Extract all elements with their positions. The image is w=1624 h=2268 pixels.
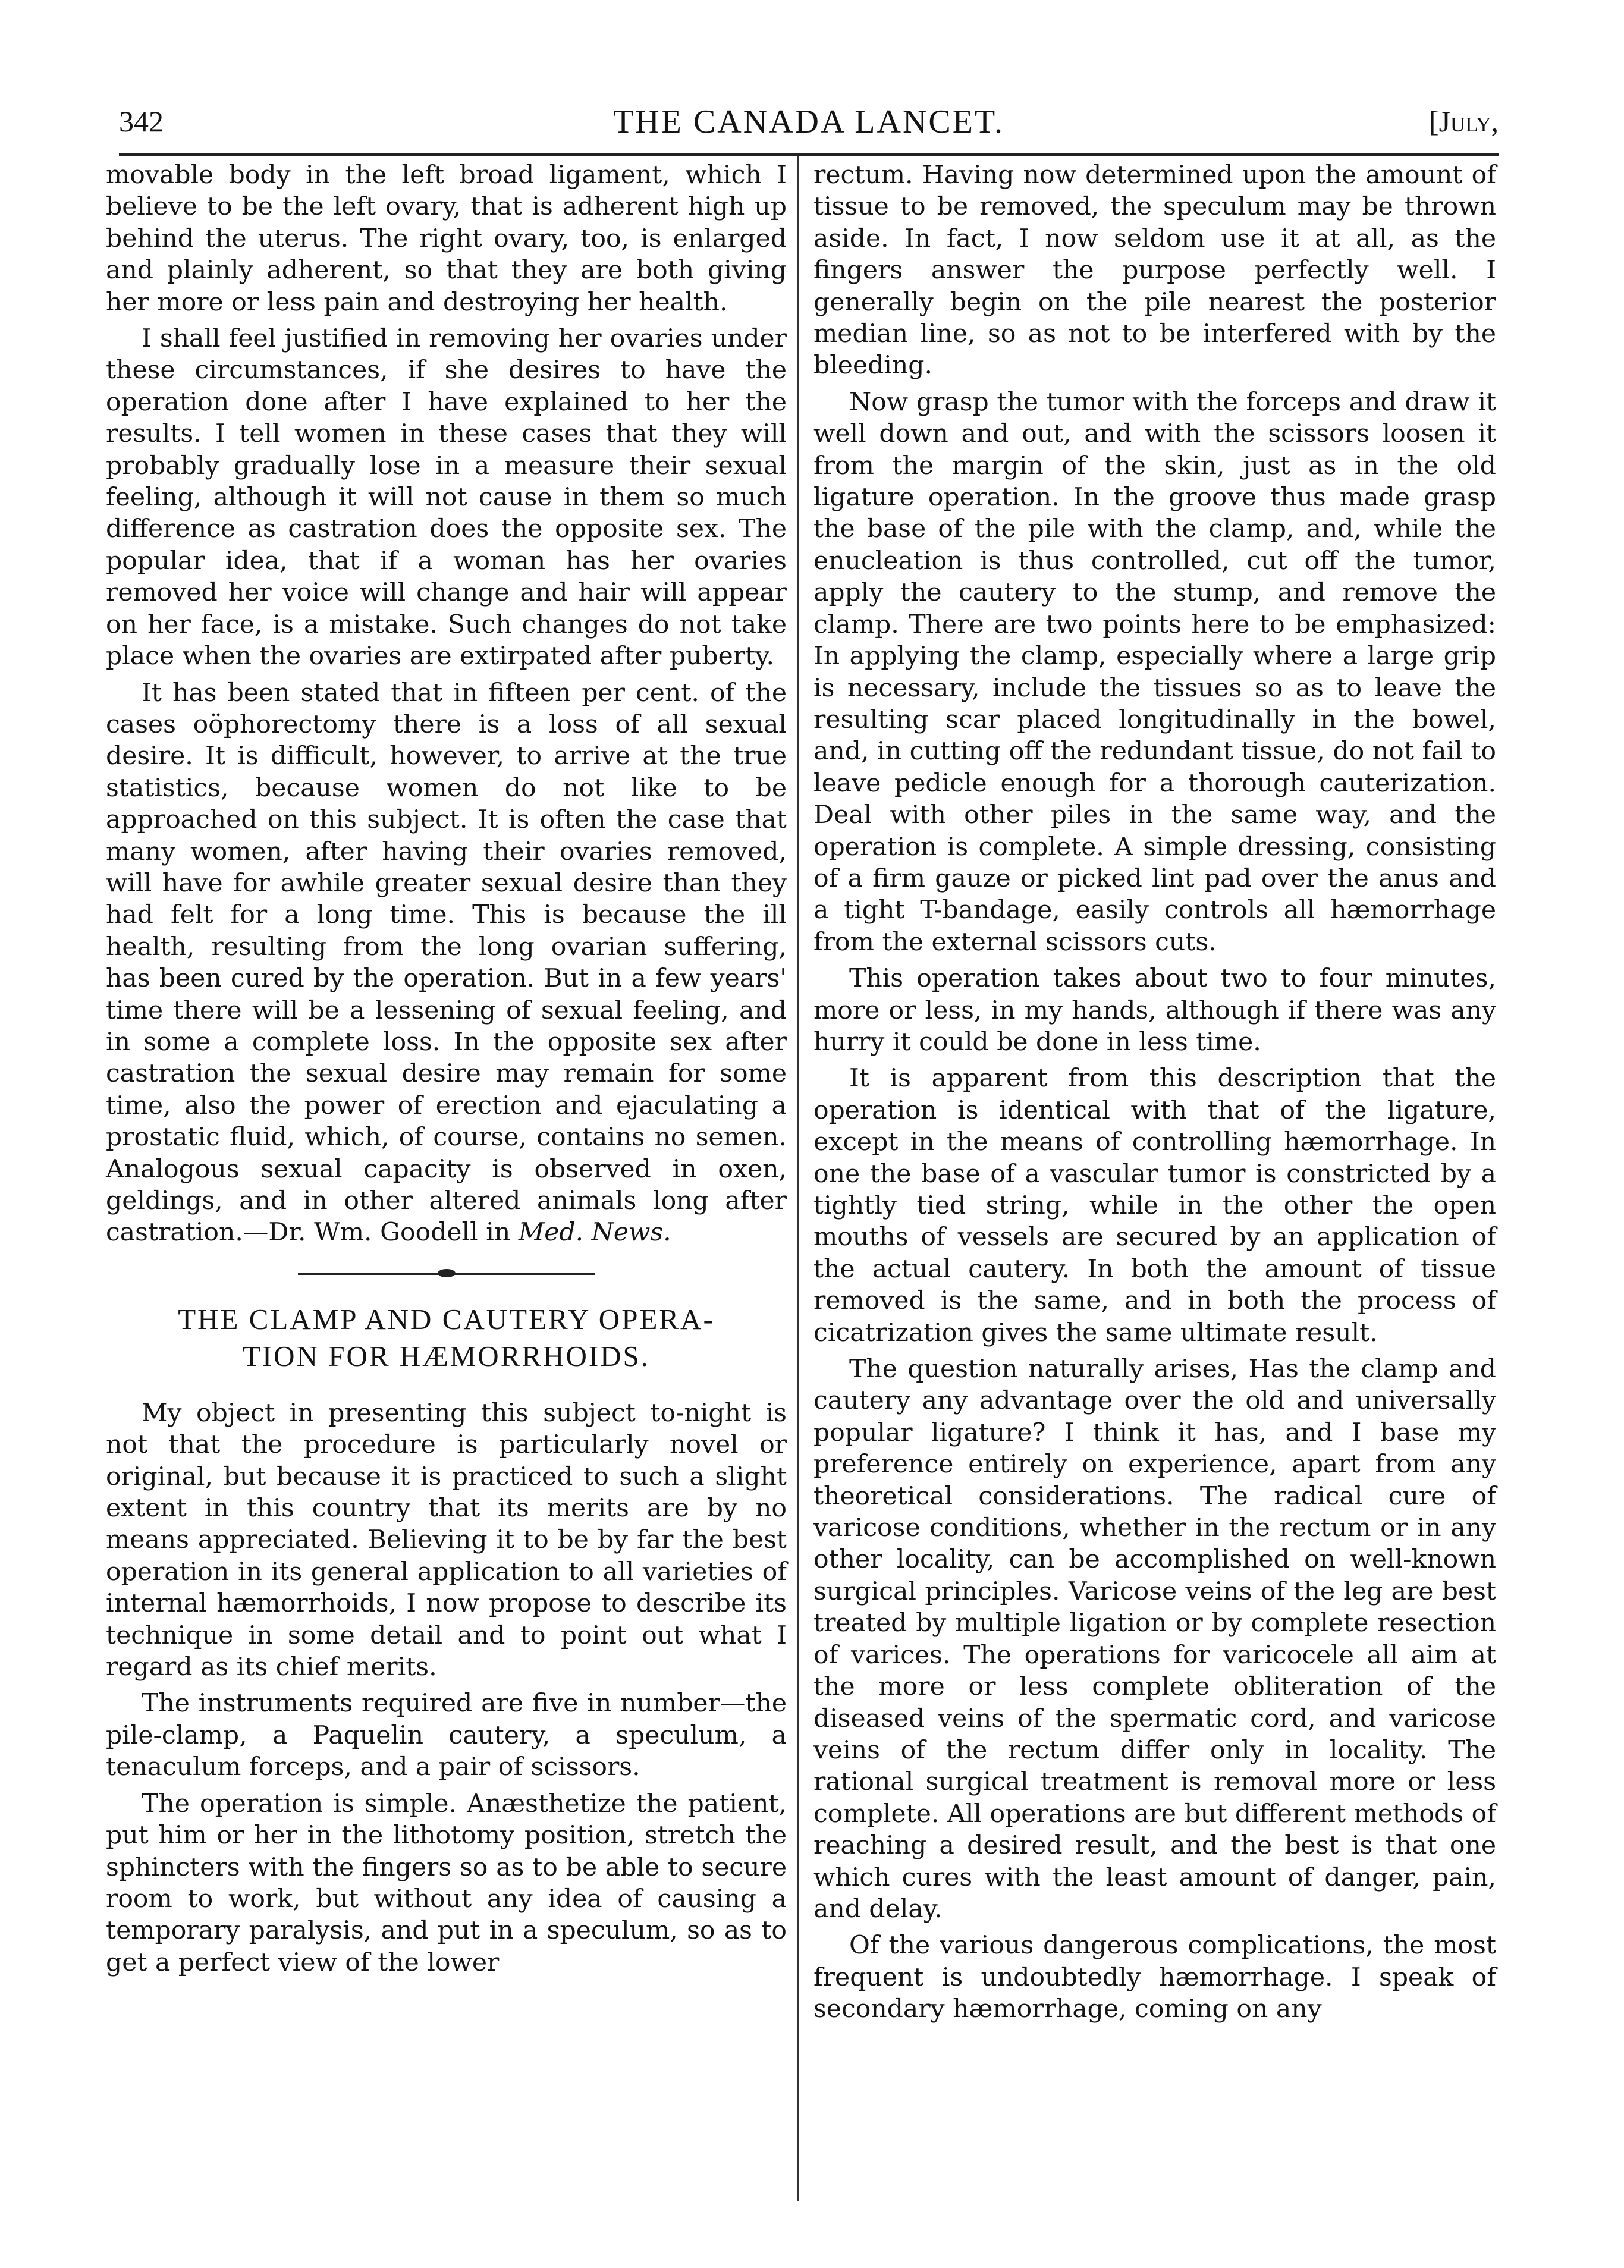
journal-title: THE CANADA LANCET. bbox=[612, 103, 1005, 140]
paragraph: It is apparent from this description that the operation is identical with that of the ligature, except in the means of controlling hæmorrhage. In one the base of a vascular tumor is constricted by a tightly tied string, while in the other the open mouths of vessels are secured by an application of the actual cautery. In both the amount of tissue removed is the same, and in both the process of cicatrization gives the same ultimate result. bbox=[813, 1064, 1496, 1347]
paragraph: This operation takes about two to four minutes, more or less, in my hands, although if there was any hurry it could be done in less time. bbox=[813, 964, 1496, 1057]
article-title-line: TION FOR HÆMORRHOIDS. bbox=[242, 1339, 651, 1372]
paragraph: My object in presenting this subject to-night is not that the procedure is particularly novel or original, but because it is practiced to such a slight extent in this country that its merits are by no means appreciated. Believing it to be by far the best operation in its general application to all varieties of internal hæmorrhoids, I now propose to describe its technique in some detail and to point out what I regard as its chief merits. bbox=[106, 1398, 787, 1682]
paragraph: movable body in the left broad ligament, which I believe to be the left ovary, that is adherent high up behind the uterus. The right ovary, too, is enlarged and plainly adherent, so that they are both giving her more or less pain and destroying her health. bbox=[106, 161, 787, 317]
paragraph: Of the various dangerous complications, the most frequent is undoubtedly hæmorrhage. I speak of secondary hæmorrhage, coming on any bbox=[813, 1931, 1496, 2024]
running-header bbox=[119, 98, 1499, 152]
paragraph: I shall feel justified in removing her ovaries under these circumstances, if she desires to have the operation done after I have explained to her the results. I tell women in these cases that they will probably gradually lose in a measure their sexual feeling, although it will not cause in them so much difference as castration does the opposite sex. The popular idea, that if a woman has her ovaries removed her voice will change and hair will appear on her face, is a mistake. Such changes do not take place when the ovaries are extirpated after puberty. bbox=[106, 324, 787, 671]
paragraph: The question naturally arises, Has the clamp and cautery any advantage over the old and universally popular ligature? I think it has, and I base my preference entirely on experience, apart from any theoretical considerations. The radical cure of varicose conditions, whether in the rectum or in any other locality, can be accomplished on well-known surgical principles. Varicose veins of the leg are best treated by multiple ligation or by complete resection of varices. The operations for varicocele all aim at the more or less complete obliteration of the diseased veins of the spermatic cord, and varicose veins of the rectum differ only in locality. The rational surgical treatment is removal more or less complete. All operations are but different methods of reaching a desired result, and the best is that one which cures with the least amount of danger, pain, and delay. bbox=[813, 1355, 1496, 1924]
article-title-line: THE CLAMP AND CAUTERY OPERA- bbox=[178, 1302, 715, 1336]
paragraph: The operation is simple. Anæsthetize the patient, put him or her in the lithotomy position, stretch the sphincters with the fingers so as to be able to secure room to work, but without any idea of causing a temporary paralysis, and put in a speculum, so as to get a perfect view of the lower bbox=[106, 1789, 787, 1977]
right-column bbox=[813, 159, 1496, 2030]
citation-source: Med. News. bbox=[518, 1218, 671, 1248]
page-number: 342 bbox=[119, 105, 164, 138]
header-rule bbox=[119, 153, 1499, 156]
column-divider bbox=[797, 156, 799, 2201]
article-title bbox=[106, 1301, 787, 1375]
paragraph: The instruments required are five in number—the pile-clamp, a Paquelin cautery, a speculum, a tenaculum forceps, and a pair of scissors. bbox=[106, 1689, 787, 1782]
left-column bbox=[106, 159, 787, 1983]
section-ornament bbox=[298, 1270, 595, 1277]
issue-month: [July, bbox=[1428, 105, 1499, 138]
paragraph: rectum. Having now determined upon the amount of tissue to be removed, the speculum may be thrown aside. In fact, I now seldom use it at all, as the fingers answer the purpose perfectly well. I generally begin on the pile nearest the posterior median line, so as not to be interfered with by the bleeding. bbox=[813, 161, 1496, 381]
paragraph: Now grasp the tumor with the forceps and draw it well down and out, and with the scissors loosen it from the margin of the skin, just as in the old ligature operation. In the groove thus made grasp the base of the pile with the clamp, and, while the enucleation is thus controlled, cut off the tumor, apply the cautery to the stump, and remove the clamp. There are two points here to be emphasized: In applying the clamp, especially where a large grip is necessary, include the tissues so as to leave the resulting scar placed longitudinally in the bowel, and, in cutting off the redundant tissue, do not fail to leave pedicle enough for a thorough cauterization. Deal with other piles in the same way, and the operation is complete. A simple dressing, consisting of a firm gauze or picked lint pad over the anus and a tight T-bandage, easily controls all hæmorrhage from the external scissors cuts. bbox=[813, 387, 1496, 957]
paragraph bbox=[106, 677, 787, 1249]
paragraph-text: It has been stated that in fifteen per cent. of the cases oöphorectomy there is a loss of all sexual desire. It is difficult, however, to arrive at the true statistics, because women do not like to be approached on this subject. It is often the case that many women, after having their ovaries removed, will have for awhile greater sexual desire than they had felt for a long time. This is because the ill health, resulting from the long ovarian suffering, has been cured by the operation. But in a few years' time there will be a lessening of sexual feeling, and in some a complete loss. In the opposite sex after castration the sexual desire may remain for some time, also the power of erection and ejaculating a prostatic fluid, which, of course, contains no semen. Analogous sexual capacity is observed in oxen, geldings, and in other altered animals long after castration.—Dr. Wm. Goodell in bbox=[106, 678, 787, 1248]
